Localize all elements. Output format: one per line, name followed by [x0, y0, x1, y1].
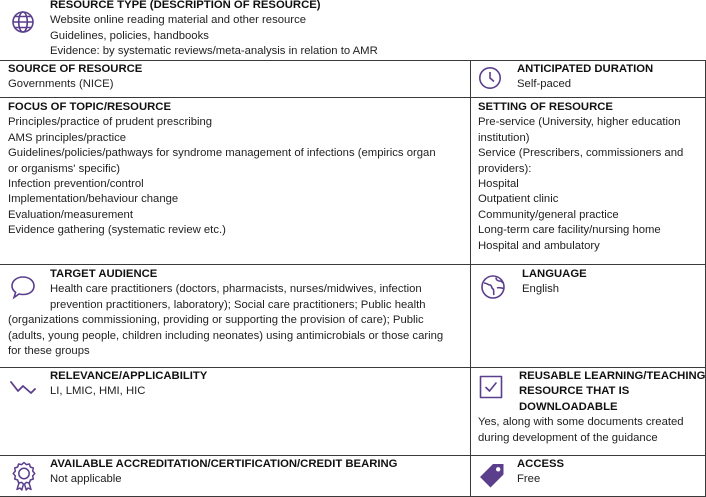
focus-line: Evidence gathering (systematic review etc.): [8, 224, 226, 237]
reusable-line: Yes, along with some documents created: [478, 416, 684, 429]
focus-line: or organisms' specific): [8, 162, 121, 175]
award-icon: [11, 461, 37, 491]
globe-icon: [11, 10, 35, 34]
checkbox-icon: [479, 375, 503, 399]
reusable-body: [478, 415, 704, 446]
resource-type-line: Website online reading material and other resource: [50, 14, 307, 27]
reusable-title-line: RESOURCE THAT IS: [519, 385, 630, 398]
access-block: [517, 457, 703, 488]
access-value: Free: [517, 473, 541, 486]
language-value: English: [522, 283, 560, 296]
accreditation-block: [50, 457, 465, 488]
setting-line: Hospital: [478, 178, 519, 191]
relevance-value: LI, LMIC, HMI, HIC: [50, 385, 146, 398]
clock-icon: [478, 66, 502, 90]
setting-line: Hospital and ambulatory: [478, 239, 600, 252]
focus-line: Guidelines/policies/pathways for syndrome management of infections (empirics organ: [8, 147, 436, 160]
audience-line: [50, 282, 422, 297]
reusable-title-line: DOWNLOADABLE: [519, 400, 618, 413]
rule-3: [0, 264, 706, 265]
language-title: LANGUAGE: [522, 268, 587, 280]
speech-bubble-icon: [10, 274, 36, 300]
resource-type-line: Guidelines, policies, handbooks: [50, 29, 209, 42]
audience-line: [50, 298, 426, 313]
column-divider: [470, 60, 471, 497]
duration-value: Self-paced: [517, 78, 572, 91]
audience-line: [8, 344, 90, 359]
audience-text: (organizations commissioning, providing or supporting the provision of care); Public: [8, 314, 424, 327]
tag-icon: [478, 462, 506, 490]
source-block: [8, 62, 463, 93]
relevance-block: [50, 369, 465, 400]
focus-line: Principles/practice of prudent prescribing: [8, 116, 213, 129]
reusable-line: during development of the guidance: [478, 431, 658, 444]
resource-type-block: [50, 0, 470, 60]
setting-line: providers):: [478, 162, 532, 175]
duration-title: ANTICIPATED DURATION: [517, 63, 654, 75]
rule-5: [0, 455, 706, 456]
rule-2: [0, 97, 706, 98]
focus-line: Implementation/behaviour change: [8, 193, 179, 206]
relevance-title: RELEVANCE/APPLICABILITY: [50, 370, 208, 382]
audience-title-text: TARGET AUDIENCE: [50, 268, 158, 280]
focus-block: [8, 100, 468, 239]
globe-icon: [480, 274, 506, 300]
audience-text: prevention practitioners, laboratory); Social care practitioners; Public health: [50, 298, 426, 311]
reusable-title-line: REUSABLE LEARNING/TEACHING: [519, 370, 706, 382]
trend-icon: [9, 378, 37, 396]
source-title: SOURCE OF RESOURCE: [8, 63, 143, 75]
audience-text: Health care practitioners (doctors, pharmacists, nurses/midwives, infection: [50, 283, 422, 296]
setting-line: Pre-service (University, higher education: [478, 116, 681, 129]
setting-title: SETTING OF RESOURCE: [478, 101, 613, 113]
language-block: [522, 267, 702, 298]
setting-block: [478, 100, 703, 254]
setting-line: Outpatient clinic: [478, 193, 559, 206]
reusable-title: [519, 369, 704, 415]
setting-line: Service (Prescribers, commissioners and: [478, 147, 684, 160]
rule-4: [0, 367, 706, 368]
resource-type-title: RESOURCE TYPE (DESCRIPTION OF RESOURCE): [50, 0, 321, 11]
focus-title: FOCUS OF TOPIC/RESOURCE: [8, 101, 171, 113]
access-title: ACCESS: [517, 458, 565, 470]
focus-line: Infection prevention/control: [8, 178, 144, 191]
focus-line: Evaluation/measurement: [8, 208, 133, 221]
audience-line: [8, 313, 424, 328]
setting-line: institution): [478, 131, 530, 144]
audience-text: for these groups: [8, 345, 90, 357]
duration-block: [517, 62, 703, 93]
audience-text: (adults, young people, children including neonates) using antimicrobials or those caring: [8, 329, 444, 342]
resource-type-line: Evidence: by systematic reviews/meta-analysis in relation to AMR: [50, 45, 378, 58]
target-audience-title: [50, 267, 157, 282]
accreditation-value: Not applicable: [50, 473, 122, 486]
audience-line: [8, 329, 443, 344]
setting-line: Long-term care facility/nursing home: [478, 224, 661, 237]
rule-top: [0, 60, 706, 61]
focus-line: AMS principles/practice: [8, 131, 127, 144]
accreditation-title: AVAILABLE ACCREDITATION/CERTIFICATION/CREDIT BEARING: [50, 458, 398, 470]
setting-line: Community/general practice: [478, 208, 619, 221]
source-value: Governments (NICE): [8, 78, 114, 91]
